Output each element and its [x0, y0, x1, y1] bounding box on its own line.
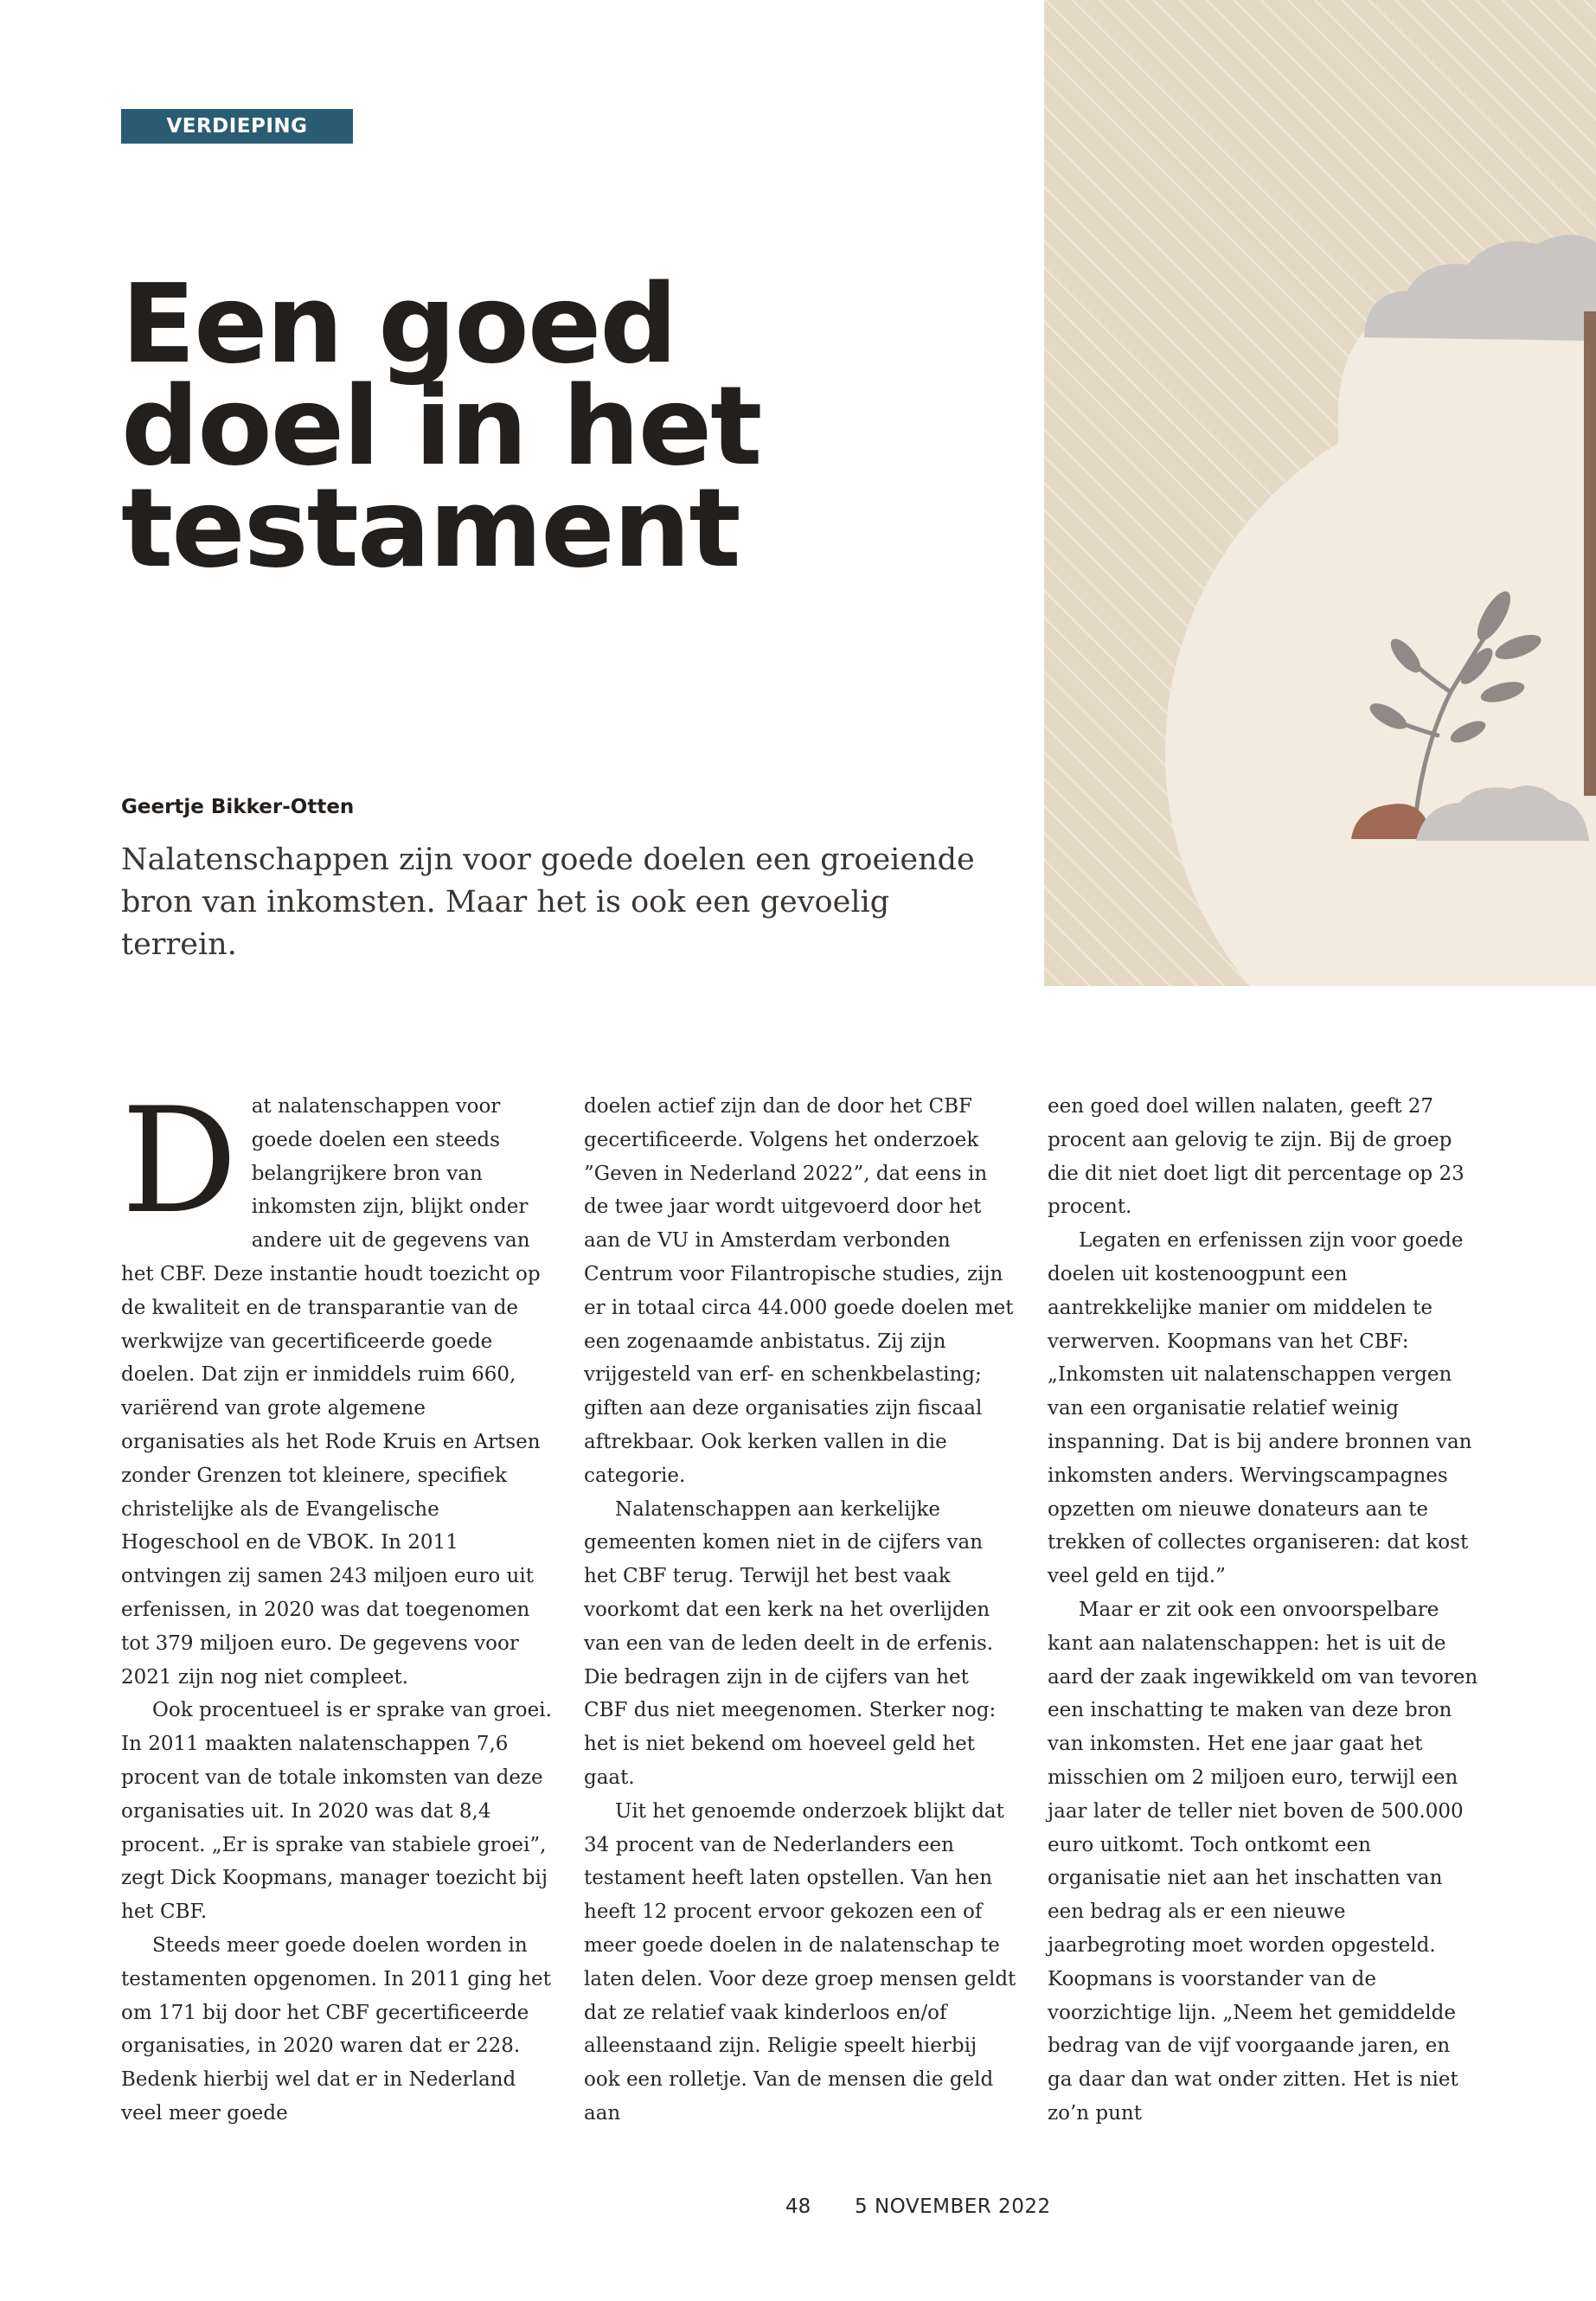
- lead-paragraph: Nalatenschappen zijn voor goede doelen een groeiende bron van inkomsten. Maar het is ook een gevoelig terrein.: [121, 843, 975, 962]
- paragraph: Nalatenschappen aan kerkelijke gemeenten komen niet in de cijfers van het CBF terug. Terwijl het best vaak voorkomt dat een kerk na het overlijden van een van de leden deelt in de erfenis. Die bedragen zijn in de cijfers van het CBF dus niet meegenomen. Sterker nog: het is niet bekend om hoeveel geld het gaat.: [584, 1497, 997, 1789]
- illustration-post: [1584, 311, 1596, 796]
- section-tag: VERDIEPING: [121, 109, 353, 144]
- illustration-arch: [1338, 285, 1596, 986]
- paragraph: doelen actief zijn dan de door het CBF gecertificeerde. Volgens het onderzoek ”Geven in Nederland 2022”, dat eens in de twee jaar wordt uitgevoerd door het aan de VU in Amsterdam verbonden Centrum voor Filantropische studies, zijn er in totaal circa 44.000 goede doelen met een zogenaamde anbistatus. Zij zijn vrijgesteld van erf- en schenkbelasting; giften aan deze organisaties zijn fiscaal aftrekbaar. Ook kerken vallen in die categorie.: [584, 1095, 1014, 1487]
- dropcap: D: [121, 1076, 238, 1246]
- paragraph: [121, 1076, 554, 1694]
- paragraph: Maar er zit ook een onvoorspelbare kant aan nalatenschappen: het is uit de aard der zaak ingewikkeld om van tevoren een inschatting te maken van deze bron van inkomsten. Het ene jaar gaat het misschien om 2 miljoen euro, terwijl een jaar later de teller niet boven de 500.000 euro uitkomt. Toch ontkomt een organisatie niet aan het inschatten van een bedrag als er een nieuwe jaarbegroting moet worden opgesteld. Koopmans is voorstander van de voorzichtige lijn. „Neem het gemiddelde bedrag van de vijf voorgaande jaren, en ga daar dan wat onder zitten. Het is niet zo’n punt: [1048, 1598, 1478, 2125]
- article-column-2: [584, 1090, 1016, 2131]
- paragraph: Legaten en erfenissen zijn voor goede doelen uit kostenoogpunt een aantrekkelijke manier om middelen te verwerven. Koopmans van het CBF: „Inkomsten uit nalatenschappen vergen van een organisatie relatief weinig inspanning. Dat is bij andere bronnen van inkomsten anders. Wervingscampagnes opzetten om nieuwe donateurs aan te trekken of collectes organiseren: dat kost veel geld en tijd.”: [1048, 1229, 1472, 1588]
- headline-line: Een goed: [121, 260, 676, 388]
- issue-date: 5 NOVEMBER 2022: [855, 2195, 1051, 2218]
- paragraph: Uit het genoemde onderzoek blijkt dat 34 procent van de Nederlanders een testament heeft laten opstellen. Van hen heeft 12 procent ervoor gekozen een of meer goede doelen in de nalatenschap te laten delen. Voor deze groep mensen geldt dat ze relatief vaak kinderloos en/of alleenstaand zijn. Religie speelt hierbij ook een rolletje. Van de mensen die geld aan: [584, 1799, 1016, 2125]
- paragraph: Ook procentueel is er sprake van groei. In 2011 maakten nalatenschappen 7,6 procent van de totale inkomsten van deze organisaties uit. In 2020 was dat 8,4 procent. „Er is sprake van stabiele groei”, zegt Dick Koopmans, manager toezicht bij het CBF.: [121, 1699, 552, 1924]
- article-column-3: [1048, 1090, 1480, 2131]
- article-column-1: [121, 1076, 554, 2131]
- headline-line: testament: [121, 465, 740, 592]
- page-number: 48: [785, 2195, 811, 2218]
- paragraph: Steeds meer goede doelen worden in testamenten opgenomen. In 2011 ging het om 171 bij door het CBF gecertificeerde organisaties, in 2020 waren dat er 228. Bedenk hierbij wel dat er in Nederland veel meer goede: [121, 1933, 551, 2125]
- headline-line: doel in het: [121, 362, 761, 490]
- paragraph: een goed doel willen nalaten, geeft 27 procent aan gelovig te zijn. Bij de groep die dit niet doet ligt dit percentage op 23 procent.: [1048, 1095, 1465, 1219]
- plant-illustration: [1044, 0, 1596, 986]
- author-byline: Geertje Bikker-Otten: [121, 796, 355, 818]
- paragraph-text: at nalatenschappen voor goede doelen een steeds belangrijkere bron van inkomsten zijn, blijkt onder andere uit de gegevens van het CBF. Deze instantie houdt toezicht op de kwaliteit en de transparantie van de werkwijze van gecertificeerde goede doelen. Dat zijn er inmiddels ruim 660, variërend van grote algemene organisaties als het Rode Kruis en Artsen zonder Grenzen tot kleinere, specifiek christelijke als de Evangelische Hogeschool en de VBOK. In 2011 ontvingen zij samen 243 miljoen euro uit erfenissen, in 2020 was dat toegenomen tot 379 miljoen euro. De gegevens voor 2021 zijn nog niet compleet.: [121, 1095, 541, 1689]
- headline: [121, 260, 986, 592]
